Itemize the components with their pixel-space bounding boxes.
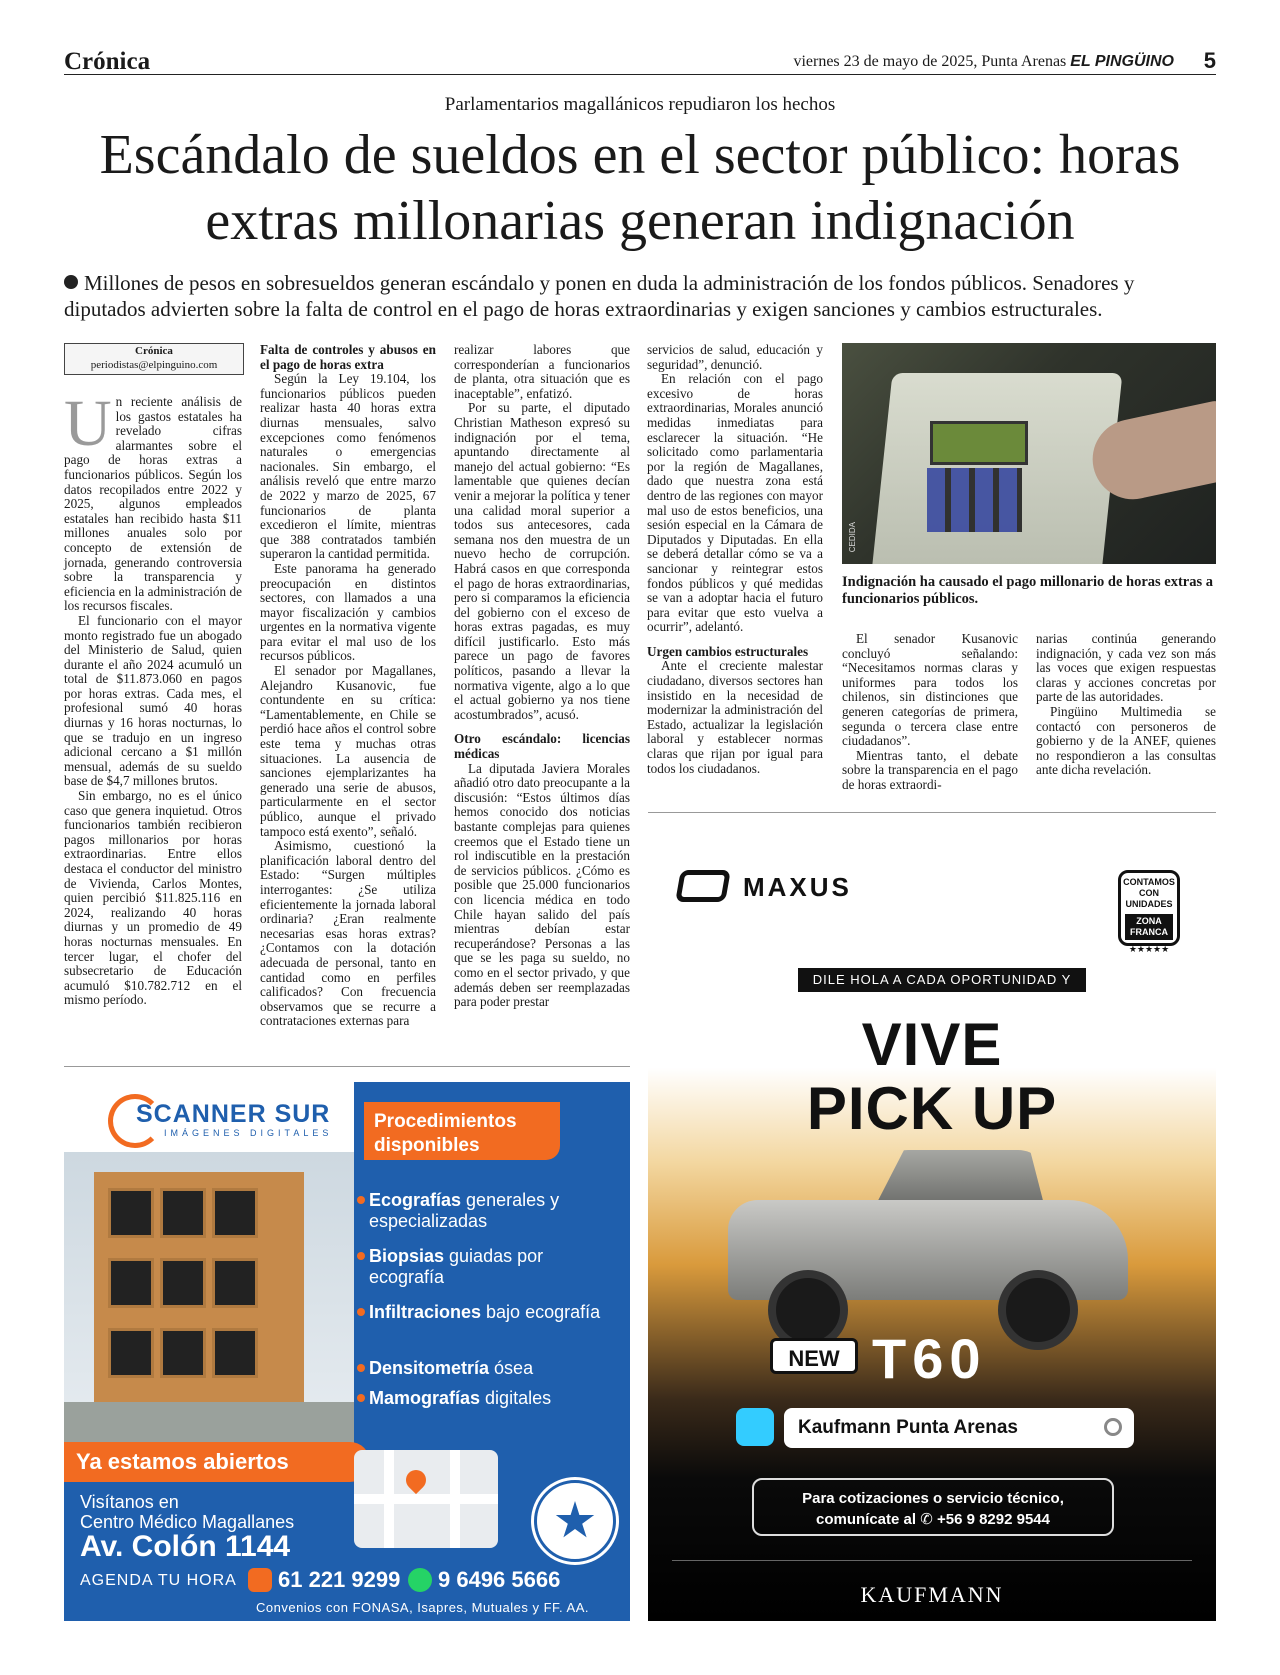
contact-line: Para cotizaciones o servicio técnico,	[802, 1490, 1064, 1507]
phone-number[interactable]: 61 221 9299	[278, 1567, 401, 1592]
procedure-name: Mamografías	[369, 1388, 481, 1408]
article-column-3	[454, 343, 630, 1010]
photo-caption: Indignación ha causado el pago millonario de horas extras a funcionarios públicos.	[842, 574, 1213, 607]
procedure-detail: digitales	[480, 1388, 552, 1408]
procedure-name: Ecografías	[369, 1190, 462, 1210]
paragraph: servicios de salud, educación y seguridad”, denunció.	[647, 342, 823, 372]
model-name: T60	[872, 1327, 987, 1390]
pickup-truck-image	[728, 1150, 1148, 1350]
article-column-4	[647, 343, 823, 776]
byline-email[interactable]: periodistas@elpinguino.com	[90, 359, 218, 371]
window	[160, 1328, 206, 1378]
drop-cap: U	[64, 387, 112, 460]
whatsapp-icon	[408, 1568, 432, 1592]
zona-franca-badge	[1118, 870, 1180, 954]
device-keypad	[927, 468, 1022, 532]
paragraph: Pingüino Multimedia se contactó con personeros de gobierno y de la ANEF, quienes no respondieron a las consultas ante dicha revelación.	[1036, 703, 1216, 778]
building-image	[64, 1152, 354, 1467]
article-photo	[842, 343, 1216, 564]
contact-phone[interactable]: +56 9 8292 9544	[936, 1511, 1050, 1528]
paragraph: En relación con el pago excesivo de horas extraordinarias, Morales anunció medidas inmediatas para esclarecer la situación. “He solicitado como parlamentaria por la región de Magallanes, dado que nuestra zona está dentro de las regiones con mayor mal uso de estos beneficios, una sesión especial en la Cámara de Diputados y Diputadas. En ella se deberá detallar cómo se va a sancionar y reintegrar estos fondos públicos y qué medidas se van a adoptar hacia el futuro para evitar que esto vuelva a ocurrir”, adelantó.	[647, 371, 823, 635]
paragraph: Por su parte, el diputado Christian Matheson expresó su indignación por el tema, apuntando directamente al manejo del actual gobierno: “Es lamentable que quienes decían venir a mejorar la política y tener una calidad moral superior a todos sus antecesores, cada semana nos den muestra de un nuevo hecho de corrupción. Habrá casos en que corresponda el pago de horas extraordinarias, pero si comparamos la eficiencia del gobierno con el exceso de horas extras pagadas, es muy difícil justificarlo. Esto más parece un pago de favores políticos, pasando a llevar la normativa vigente, algo a lo que el actual gobierno ya nos tiene acostumbrados”, acusó.	[454, 400, 630, 722]
procedure-name: Infiltraciones	[369, 1302, 482, 1322]
subheading: Urgen cambios estructurales	[647, 643, 809, 659]
contact-line	[754, 1509, 1112, 1530]
bullet-icon	[357, 1252, 365, 1260]
lead-text: Millones de pesos en sobresueldos generan escándalo y ponen en duda la administración de los fondos públicos. Senadores y diputados advierten sobre la falta de control en el pago de horas extraordinarias y exigen sanciones y cambios estructurales.	[64, 271, 1135, 321]
page-number: 5	[1203, 48, 1216, 73]
procedure-item	[369, 1190, 619, 1232]
procedure-item	[369, 1302, 619, 1323]
map-road	[354, 1494, 498, 1504]
paragraph: Ante el creciente malestar ciudadano, diversos sectores han insistido en la necesidad de modernizar la administración del Estado, actualizar la legislación laboral y establecer normas claras que rijan por igual para todos los ciudadanos.	[647, 658, 823, 776]
procedure-item	[369, 1246, 619, 1288]
lead-paragraph	[64, 270, 1216, 322]
maxus-ad[interactable]	[648, 830, 1216, 1621]
window	[160, 1258, 206, 1308]
headline-pickup: PICK UP	[806, 1075, 1058, 1142]
badge-zone: ZONA FRANCA	[1125, 914, 1173, 940]
map-road	[384, 1450, 394, 1548]
badge-stars: ★★★★★	[1128, 944, 1170, 954]
visit-label: Visítanos en	[80, 1492, 179, 1512]
window	[212, 1188, 258, 1238]
subheading: Falta de controles y abusos en el pago de horas extra	[260, 342, 436, 372]
paragraph: El senador Kusanovic concluyó señalando: “Necesitamos normas claras y uniformes para todos los chilenos, sin distinciones que generen categorías de primera, segunda o tercera clase entre ciudadanos”.	[842, 631, 1018, 749]
slogan: DILE HOLA A CADA OPORTUNIDAD Y	[798, 968, 1086, 992]
logo-text: SCANNER SUR	[136, 1100, 331, 1128]
search-text: Kaufmann Punta Arenas	[798, 1417, 1018, 1438]
map-road	[450, 1450, 460, 1548]
procedure-name: Densitometría	[369, 1358, 490, 1378]
agreements-text: Convenios con FONASA, Isapres, Mutuales y FF. AA.	[256, 1600, 590, 1615]
date-text: viernes 23 de mayo de 2025, Punta Arenas	[793, 53, 1067, 70]
dealer-logo: KAUFMANN	[860, 1582, 1004, 1607]
window	[212, 1258, 258, 1308]
paragraph: Según la Ley 19.104, los funcionarios públicos pueden realizar hasta 40 horas extra diurnas mensuales, salvo excepciones como fenómenos naturales o emergencias nacionales. Sin embargo, el análisis reveló que entre marzo de 2022 y marzo de 2025, 67 funcionarios de planta excedieron el límite, mientras que 388 contratados también superaron la cantidad permitida.	[260, 371, 436, 562]
new-badge: NEW	[770, 1338, 858, 1374]
kicker: Parlamentarios magallánicos repudiaron los hechos	[444, 94, 836, 115]
contact-label: comunícate al	[816, 1511, 917, 1528]
window	[160, 1188, 206, 1238]
truck-wheel	[998, 1270, 1078, 1350]
window	[108, 1258, 154, 1308]
paragraph: Mientras tanto, el debate sobre la transparencia en el pago de horas extraordi-	[842, 747, 1018, 792]
divider	[672, 1560, 1192, 1561]
divider	[648, 812, 1216, 813]
map-pin-icon	[402, 1466, 430, 1494]
dealer-search[interactable]	[736, 1408, 1134, 1448]
procedure-detail: ósea	[489, 1358, 534, 1378]
badge-text: CONTAMOS CON UNIDADES	[1123, 877, 1175, 909]
contact-box	[752, 1478, 1114, 1536]
device-screen	[930, 421, 1028, 465]
article-column-5	[842, 632, 1018, 793]
open-banner: Ya estamos abiertos	[64, 1442, 370, 1482]
procedures-title: Procedimientos disponibles	[364, 1102, 560, 1160]
procedure-detail: guiadas por ecografía	[369, 1246, 544, 1287]
building-facade	[94, 1172, 304, 1402]
star-icon	[555, 1501, 595, 1541]
waze-icon[interactable]	[736, 1408, 774, 1446]
subheading: Otro escándalo: licencias médicas	[454, 731, 630, 762]
byline-name: Crónica	[135, 345, 173, 357]
photo-credit: CEDIDA	[848, 521, 857, 552]
scanner-sur-ad[interactable]	[64, 1082, 630, 1621]
window	[108, 1188, 154, 1238]
procedure-item	[369, 1388, 619, 1409]
paragraph: realizar labores que corresponderían a funcionarios de planta, otra situación que es inaceptable”, enfatizó.	[454, 342, 630, 401]
location-map[interactable]	[354, 1450, 498, 1548]
address: Av. Colón 1144	[80, 1530, 291, 1563]
procedure-detail: bajo ecografía	[481, 1302, 601, 1322]
paragraph: El senador por Magallanes, Alejandro Kusanovic, fue contundente en su crítica: “Lamentablemente, en Chile se perdió hace años el control sobre este tema y muchas otras situaciones. La ausencia de sanciones ejemplarizantes ha generado una serie de abusos, particularmente en el sector público, aunque el privado tampoco está exento”, señaló.	[260, 663, 436, 839]
bullet-icon	[64, 275, 78, 289]
accreditation-seal-icon	[534, 1480, 616, 1562]
paragraph: Este panorama ha generado preocupación en distintos sectores, con llamados a una mayor fiscalización y cambios urgentes en la normativa vigente para evitar el mal uso de los recursos públicos.	[260, 560, 436, 664]
article-column-2	[260, 343, 436, 1029]
scanner-logo	[64, 1082, 354, 1152]
bullet-icon	[357, 1308, 365, 1316]
procedure-detail: generales y especializadas	[369, 1190, 560, 1231]
article-column-1	[64, 387, 242, 1008]
paragraph: Asimismo, cuestionó la planificación laboral dentro del Estado: “Surgen múltiples interrogantes: ¿Se utiliza eficientemente la jornada laboral ordinaria? ¿Eran realmente necesarias esas horas extras? ¿Contamos con la dotación adecuada de personal, tanto en cantidad como en perfiles calificados? Con frecuencia observamos que se recurre a contrataciones externas para	[260, 838, 436, 1029]
procedure-item	[369, 1358, 619, 1379]
phone-icon: ✆	[920, 1511, 933, 1528]
paragraph: El funcionario con el mayor monto registrado fue un abogado del Ministerio de Salud, quien durante el año 2024 acumuló un total de $11.873.060 en pagos por horas extras. Cada mes, el profesional sumó 40 horas diurnas y 16 horas nocturnas, lo que se tradujo en un ingreso adicional cercano a $1 millón mensual, además de su sueldo base de $4,7 millones brutos.	[64, 612, 242, 789]
bullet-icon	[357, 1196, 365, 1204]
headline-vive: VIVE	[861, 1011, 1003, 1078]
paragraph: La diputada Javiera Morales añadió otro dato preocupante a la discusión: “Estos últimos días hemos conocido dos noticias bastante complejas para quienes creemos que el Estado tiene un rol indiscutible en la prestación de servicios públicos. ¿Cómo es posible que 25.000 funcionarios con licencia médica en todo Chile hayan salido del país mientras debían estar recuperándose? Personas a las que se les paga su sueldo, no como en el sector privado, y que además deben ser reemplazadas para poder prestar	[454, 760, 630, 1010]
agenda-label: AGENDA TU HORA	[80, 1572, 237, 1589]
section-label: Crónica	[64, 48, 151, 75]
header-rule	[64, 74, 1216, 75]
window	[212, 1328, 258, 1378]
brand-name: EL PINGÜINO	[1070, 53, 1174, 70]
logo-tagline: IMÁGENES DIGITALES	[164, 1128, 333, 1138]
paragraph: Sin embargo, no es el único caso que genera inquietud. Otros funcionarios también recibieron pagos millonarios por horas extraordinarias. Entre ellos destaca el conductor del ministro de Vivienda, Carlos Montes, quien percibió $11.825.116 en 2024, realizando 40 horas diurnas y un promedio de 49 horas nocturnas mensuales. En tercer lugar, el chofer del subsecretario de Educación acumuló $10.782.712 en el mismo período.	[64, 788, 242, 1008]
dateline	[793, 53, 1174, 71]
article-column-6	[1036, 632, 1216, 778]
search-box[interactable]	[784, 1408, 1134, 1448]
maxus-logo-icon	[675, 870, 731, 902]
paragraph: n reciente análisis de los gastos estatales ha revelado cifras alarmantes sobre el pago de horas extras a funcionarios públicos. Según los datos recopilados entre 2022 y 2025, algunos empleados estatales han recibido hasta $11 millones anuales solo por concepto de extensión de jornada, generando controversia sobre la transparencia y eficiencia en la administración de los recursos fiscales.	[64, 394, 242, 614]
divider	[64, 1066, 630, 1067]
window	[108, 1328, 154, 1378]
bullet-icon	[357, 1364, 365, 1372]
procedure-name: Biopsias	[369, 1246, 445, 1266]
bullet-icon	[357, 1394, 365, 1402]
whatsapp-number[interactable]: 9 6496 5666	[438, 1567, 561, 1592]
headline: Escándalo de sueldos en el sector público: horas extras millonarias generan indignación	[99, 124, 1181, 252]
byline-box	[64, 343, 244, 375]
phone-icon	[248, 1568, 272, 1592]
visit-location: Centro Médico Magallanes	[80, 1512, 295, 1532]
search-icon[interactable]	[1104, 1418, 1122, 1436]
maxus-brand: MAXUS	[743, 872, 852, 902]
paragraph: narias continúa generando indignación, y cada vez son más las voces que exigen respuestas claras y acciones concretas por parte de las autoridades.	[1036, 631, 1216, 705]
